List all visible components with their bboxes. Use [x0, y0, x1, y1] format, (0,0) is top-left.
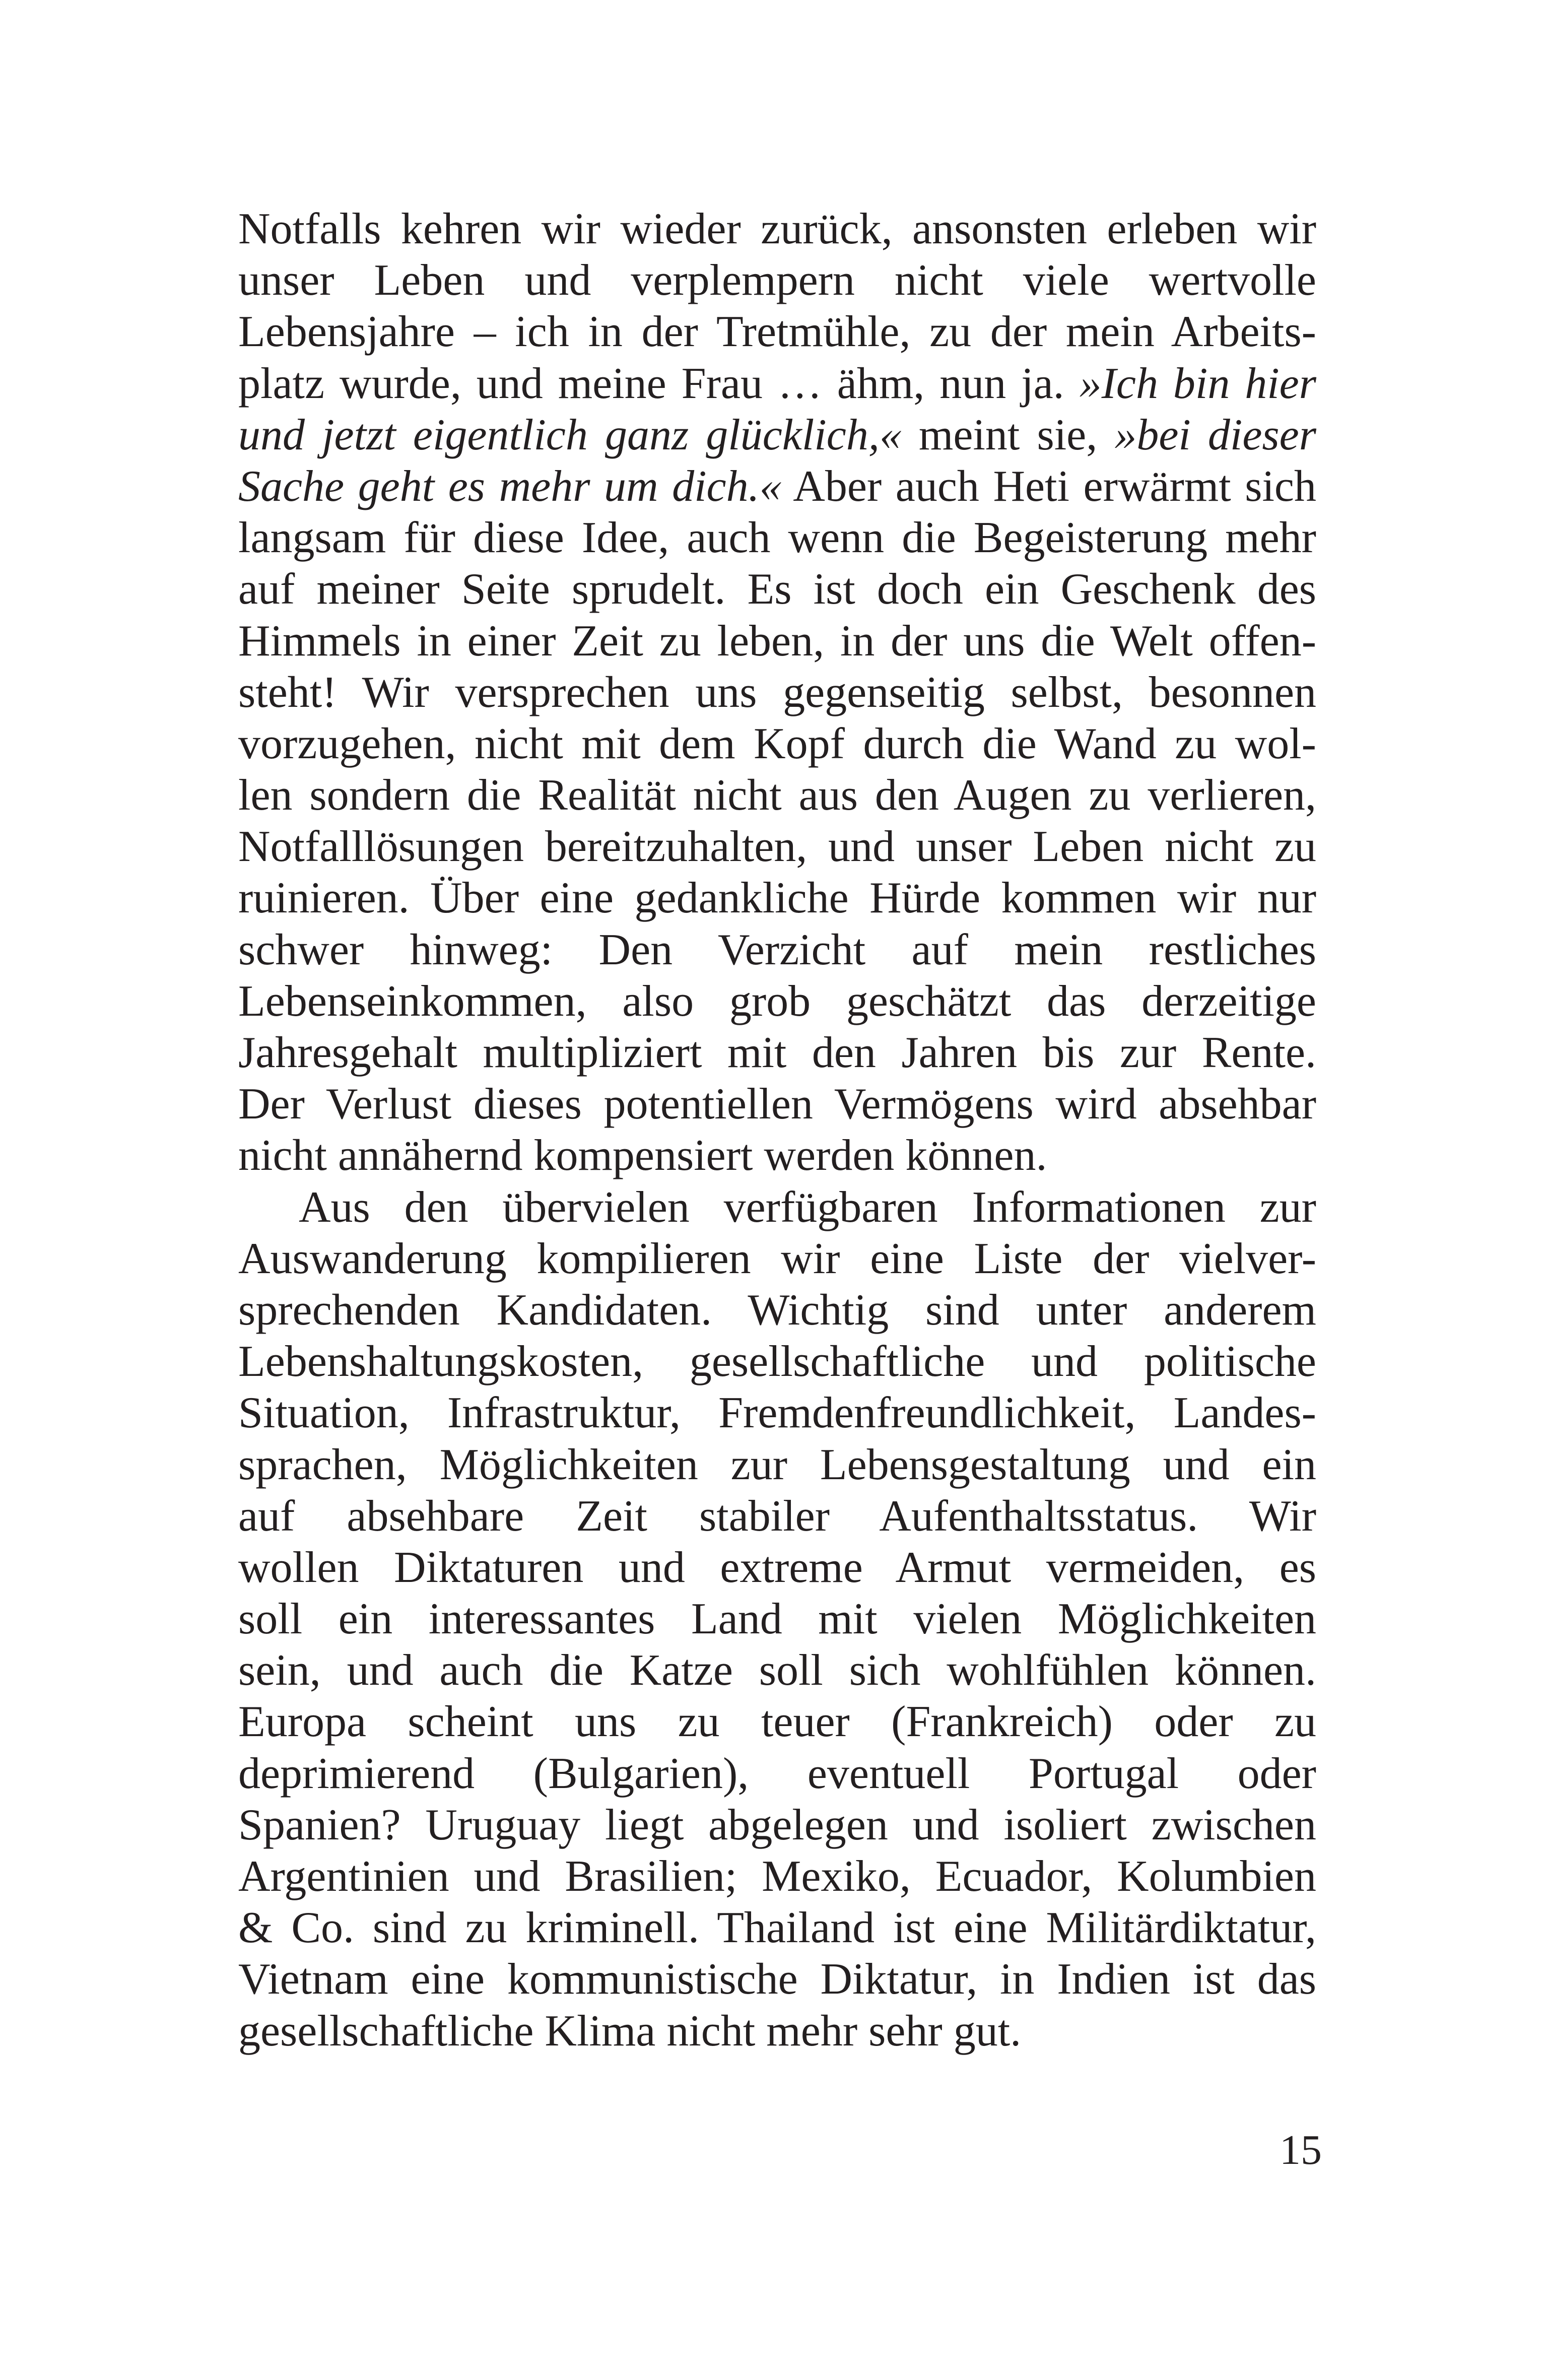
- text-line: [238, 306, 1316, 358]
- text-line: [238, 718, 1316, 770]
- text-run: len sondern die Realität nicht aus den Augen zu verlieren,: [238, 771, 1316, 820]
- text-line: [238, 1491, 1316, 1542]
- page-number: 15: [1280, 2127, 1322, 2173]
- text-line: [238, 1851, 1316, 1902]
- text-line: [238, 1233, 1316, 1285]
- text-line: [238, 770, 1316, 821]
- text-run: Aus den übervielen verfügbaren Informationen zur: [299, 1182, 1316, 1232]
- text-line: [238, 1542, 1316, 1594]
- text-run: auf absehbare Zeit stabiler Aufenthaltsstatus. Wir: [238, 1491, 1316, 1541]
- text-run: nicht annähernd kompensiert werden können.: [238, 1131, 1047, 1180]
- text-line: [238, 1902, 1316, 1954]
- text-run: Der Verlust dieses potentiellen Vermögens wird absehbar: [238, 1080, 1316, 1129]
- text-line: [238, 1079, 1316, 1130]
- text-line: [238, 2006, 1316, 2057]
- text-line: [238, 873, 1316, 924]
- italic-quote: »Ich bin hier: [1079, 359, 1316, 408]
- text-line: [238, 512, 1316, 564]
- text-line: [238, 1696, 1316, 1748]
- italic-quote: und jetzt eigentlich ganz glücklich,«: [238, 410, 902, 459]
- text-run: sprechenden Kandidaten. Wichtig sind unter anderem: [238, 1285, 1316, 1335]
- text-line: [238, 1130, 1316, 1181]
- text-run: Lebenshaltungskosten, gesellschaftliche und politische: [238, 1337, 1316, 1386]
- text-run: Lebenseinkommen, also grob geschätzt das derzeitige: [238, 976, 1316, 1026]
- text-line: [238, 204, 1316, 255]
- text-run: gesellschaftliche Klima nicht mehr sehr gut.: [238, 2006, 1022, 2056]
- text-line: [238, 976, 1316, 1027]
- text-line: [238, 1800, 1316, 1851]
- text-line: [238, 255, 1316, 306]
- text-run: Spanien? Uruguay liegt abgelegen und isoliert zwischen: [238, 1800, 1316, 1849]
- text-line: [238, 1645, 1316, 1696]
- italic-quote: Sache geht es mehr um dich.«: [238, 461, 782, 511]
- body-text: [238, 204, 1316, 2057]
- text-line: [238, 1439, 1316, 1491]
- text-run: & Co. sind zu kriminell. Thailand ist eine Militärdiktatur,: [238, 1903, 1316, 1953]
- text-run: Auswanderung kompilieren wir eine Liste der vielver-: [238, 1234, 1316, 1283]
- text-line: [238, 616, 1316, 667]
- text-run: Europa scheint uns zu teuer (Frankreich) oder zu: [238, 1697, 1316, 1747]
- text-run: sprachen, Möglichkeiten zur Lebensgestaltung und ein: [238, 1440, 1316, 1489]
- text-run: Situation, Infrastruktur, Fremdenfreundlichkeit, Landes-: [238, 1389, 1316, 1438]
- text-line: [238, 1285, 1316, 1336]
- text-line: [238, 1748, 1316, 1800]
- paragraph: [238, 1182, 1316, 2057]
- text-run: Notfalllösungen bereitzuhalten, und unser Leben nicht zu: [238, 822, 1316, 872]
- text-run: platz wurde, und meine Frau … ähm, nun ja.: [238, 359, 1080, 408]
- text-line: [238, 1182, 1316, 1233]
- text-run: sein, und auch die Katze soll sich wohlfühlen können.: [238, 1646, 1316, 1695]
- text-run: schwer hinweg: Den Verzicht auf mein restliches: [238, 925, 1316, 974]
- text-run: Aber auch Heti erwärmt sich: [781, 461, 1316, 511]
- text-run: deprimierend (Bulgarien), eventuell Portugal oder: [238, 1749, 1316, 1798]
- text-line: [238, 1387, 1316, 1439]
- text-run: langsam für diese Idee, auch wenn die Begeisterung mehr: [238, 513, 1316, 563]
- text-line: [238, 667, 1316, 718]
- text-run: Vietnam eine kommunistische Diktatur, in Indien ist das: [238, 1955, 1316, 2004]
- text-line: [238, 461, 1316, 512]
- text-line: [238, 1954, 1316, 2005]
- italic-quote: »bei dieser: [1114, 410, 1316, 459]
- text-run: auf meiner Seite sprudelt. Es ist doch ein Geschenk des: [238, 565, 1316, 614]
- text-run: Argentinien und Brasilien; Mexiko, Ecuador, Kolumbien: [238, 1852, 1316, 1901]
- text-line: [238, 358, 1316, 410]
- text-line: [238, 924, 1316, 976]
- text-line: [238, 1336, 1316, 1387]
- text-line: [238, 1027, 1316, 1079]
- text-line: [238, 821, 1316, 873]
- text-run: meint sie,: [901, 410, 1115, 459]
- paragraph: [238, 204, 1316, 1182]
- text-run: Lebensjahre – ich in der Tretmühle, zu der mein Arbeits-: [238, 307, 1316, 357]
- text-line: [238, 564, 1316, 615]
- text-run: unser Leben und verplempern nicht viele wertvolle: [238, 256, 1316, 305]
- text-run: steht! Wir versprechen uns gegenseitig selbst, besonnen: [238, 668, 1316, 717]
- text-run: Himmels in einer Zeit zu leben, in der uns die Welt offen-: [238, 616, 1316, 666]
- text-run: ruinieren. Über eine gedankliche Hürde kommen wir nur: [238, 874, 1316, 923]
- text-run: soll ein interessantes Land mit vielen Möglichkeiten: [238, 1595, 1316, 1644]
- text-line: [238, 410, 1316, 461]
- text-run: Jahresgehalt multipliziert mit den Jahren bis zur Rente.: [238, 1028, 1316, 1077]
- text-run: Notfalls kehren wir wieder zurück, ansonsten erleben wir: [238, 205, 1316, 253]
- text-line: [238, 1594, 1316, 1645]
- text-run: vorzugehen, nicht mit dem Kopf durch die Wand zu wol-: [238, 719, 1316, 768]
- text-run: wollen Diktaturen und extreme Armut vermeiden, es: [238, 1543, 1316, 1592]
